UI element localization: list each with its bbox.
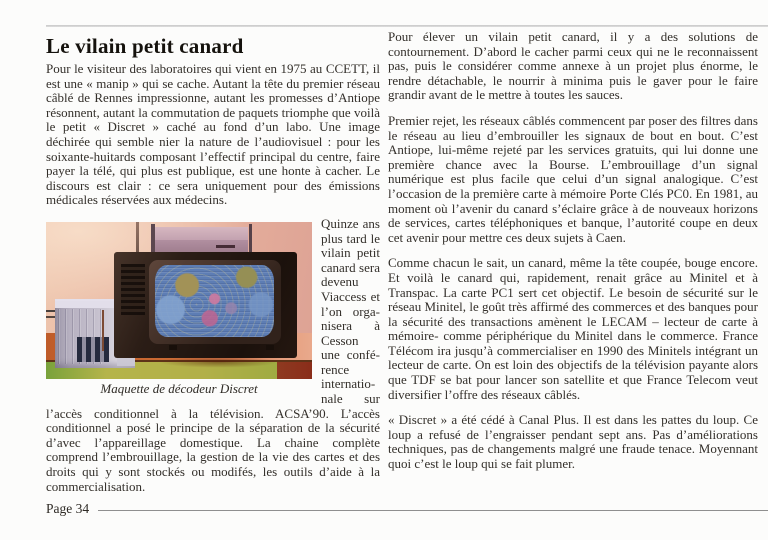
left-column	[46, 62, 380, 503]
tv-vent-grille	[121, 264, 145, 315]
photo-caption: Maquette de décodeur Discret	[100, 380, 258, 396]
decoder-slot	[216, 245, 235, 248]
tv-bezel	[149, 260, 281, 344]
photo-figure	[46, 222, 312, 397]
tv-body	[114, 252, 298, 358]
decoder-right-post	[249, 224, 253, 255]
left-paragraph-1: Pour le visiteur des laboratoires qui vient en 1975 au CCETT, il est une « manip » qui se cache. Autant la tête du premier réseau câblé de Rennes impressionne, autant les promesses d’Antiope résonnent, autant la commutation de paquets triomphe que voilà le petit « Discret » caché au fond d’un labo. Une image déchirée qui semble nier la nature de l’audiovisuel : pour les soixante-huitards composant l’effectif principal du centre, faire payer la télé, qui plus est publique, est une honte à cacher. Le discours est clair : ce sera uniquement pour des émissions médicales réservées aux médecins.	[46, 61, 380, 208]
tv-foot	[266, 345, 274, 350]
page-number: Page 34	[46, 501, 90, 516]
tv-foot	[169, 345, 177, 350]
left-paragraph-2-text: Quinze ans plus tard le vilain petit canard sera devenu Viaccess et l’on organisera à Cesson une conférence internationale sur l’accès conditionnel à la télévision. ACSA’90. L’accès conditionnel a posé le principe de la séparation de la sécurité d’avec l’appareillage domestique. La chaine complète comprend l’embrouillage, la gestion de la vie des cartes et des droits qui y sont stockés ou modifés, les outils d’aide à la commercialisation.	[46, 215, 380, 494]
right-paragraph-3: Comme chacun le sait, un canard, même la tête coupée, bouge encore. Et voilà le canard qui, rapidement, renait grâce au Minitel et à Transpac. La carte PC1 sert cet objectif. Le besoin de sécurité sur le réseau Minitel, le goût très affirmé des commerces et des banques pour la sécurité des transactions amènent le LECAM – lecteur de carte à mémoire- comme périphérique du Minitel dans le commerce. France Télécom ira jusqu’à commercialiser en 1990 des Minitels intégrant un lecteur de carte. On est loin des objectifs de la télévision payante alors que TDF se bat pour lancer son satellite et que France Telecom veut diversifier l’offre des réseaux câblés.	[388, 255, 758, 402]
tv-scrambled-screen	[155, 265, 274, 337]
right-paragraph-4: « Discret » a été cédé à Canal Plus. Il est dans les pattes du loup. Ce loup a refusé de l’engraisser pendant sept ans. Pas d’améliorations techniques, pas de changements malgré une fraude tenace. Moyennant quoi c’est le loup qui se fait plumer.	[388, 412, 758, 472]
page-footer	[46, 501, 768, 517]
right-paragraph-1: Pour élever un vilain petit canard, il y a des solutions de contournement. D’abord le cacher parmi ceux qui ne le reconnaissent pas, puis le considérer comme annexe à un projet plus énorme, le rendre détachable, le nourrir à minima puis le gaver pour le faire grandir avant de le mettre à toutes les sauces.	[388, 29, 758, 103]
right-column	[388, 30, 758, 483]
top-rule	[46, 25, 768, 27]
article-title: Le vilain petit canard	[46, 34, 244, 58]
footer-rule	[98, 510, 768, 511]
antenna-rod	[136, 222, 139, 253]
decoder-photo	[46, 222, 312, 379]
left-paragraph-2-block	[46, 217, 380, 494]
rack-handle	[102, 310, 104, 351]
right-paragraph-2: Premier rejet, les réseaux câblés commencent par poser des filtres dans le réseau au lieu d’embrouiller les signaux de bout en bout. C’est Antiope, lui-même rejeté par les services gratuits, qui lui donne une première chance avec la Bourse. L’embrouillage d’un signal numérique est plus facile que celui d’un signal analogique. C’est l’occasion de la première carte à mémoire Porte Clés PC0. En 1981, au moment où l’avenir du canard s’éclaire grâce à de nouveaux horizons de services, cartes téléphoniques et banque, l’autorité coupe en deux cet avenir pour mettre ces deux sujets à Caen.	[388, 112, 758, 245]
decoder-box-top	[155, 227, 248, 240]
